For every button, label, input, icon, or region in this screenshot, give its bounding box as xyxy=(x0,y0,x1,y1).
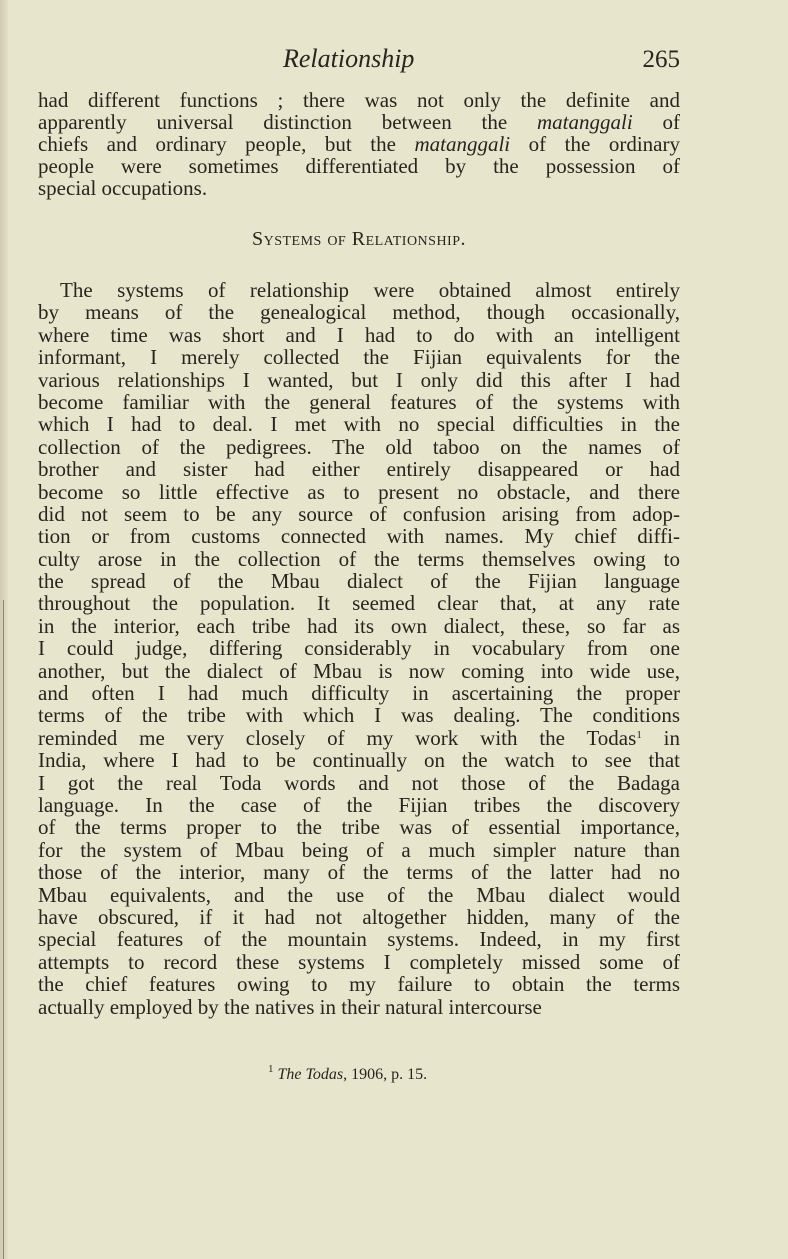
text-line xyxy=(38,301,680,323)
text-line xyxy=(38,816,680,838)
scan-edge-line xyxy=(3,600,4,1259)
text-run: become so little effective as to present no obstacle, and there xyxy=(38,479,680,504)
text-line xyxy=(38,884,680,906)
text-line xyxy=(38,279,680,301)
text-run: I got the real Toda words and not those of the Badaga xyxy=(38,770,680,795)
text-run: brother and sister had either entirely disappeared or had xyxy=(38,457,680,482)
text-line xyxy=(38,682,680,704)
text-run: I could judge, differing considerably in vocabulary from one xyxy=(38,636,680,661)
text-line xyxy=(38,324,680,346)
text-run: for the system of Mbau being of a much simpler nature than xyxy=(38,837,680,862)
text-run: of the ordinary xyxy=(510,132,680,156)
text-line xyxy=(38,155,680,177)
text-line xyxy=(38,996,680,1018)
text-line xyxy=(38,861,680,883)
page-number: 265 xyxy=(642,46,680,73)
text-run: of xyxy=(632,110,680,134)
text-run: and often I had much difficulty in ascertaining the proper xyxy=(38,681,680,706)
running-head xyxy=(38,44,680,76)
text-line xyxy=(38,525,680,547)
text-run: did not seem to be any source of confusion arising from adop- xyxy=(38,501,680,526)
text-line xyxy=(38,548,680,570)
text-run: another, but the dialect of Mbau is now coming into wide use, xyxy=(38,658,680,683)
text-run: The systems of relationship were obtained almost entirely xyxy=(60,278,680,302)
text-run: India, where I had to be continually on the watch to see that xyxy=(38,748,680,773)
text-line xyxy=(38,133,680,155)
text-line xyxy=(38,704,680,726)
text-line xyxy=(38,749,680,771)
text-run: apparently universal distinction between the xyxy=(38,110,537,134)
footnote-marker: 1 xyxy=(268,1063,274,1075)
text-run: attempts to record these systems I completely missed some of xyxy=(38,949,680,974)
text-run: language. In the case of the Fijian tribes the discovery xyxy=(38,792,680,817)
text-run: terms of the tribe with which I was dealing. The conditions xyxy=(38,703,680,728)
text-line xyxy=(38,906,680,928)
text-line xyxy=(38,391,680,413)
text-line xyxy=(38,973,680,995)
text-line xyxy=(38,772,680,794)
text-line xyxy=(38,111,680,133)
text-line xyxy=(38,794,680,816)
text-line xyxy=(38,503,680,525)
text-run: had different functions ; there was not only the definite and xyxy=(38,88,680,112)
text-run: those of the interior, many of the terms of the latter had no xyxy=(38,860,680,885)
text-run: tion or from customs connected with names. My chief diffi- xyxy=(38,524,680,549)
text-run: become familiar with the general features of the systems with xyxy=(38,389,680,414)
footnote xyxy=(268,1063,428,1084)
text-line xyxy=(38,592,680,614)
text-line xyxy=(38,436,680,458)
paragraph-systems xyxy=(38,279,680,1018)
text-run: various relationships I wanted, but I only did this after I had xyxy=(38,367,680,392)
text-line xyxy=(38,369,680,391)
text-run: special features of the mountain systems. Indeed, in my first xyxy=(38,927,680,952)
text-line xyxy=(38,89,680,111)
text-line xyxy=(38,928,680,950)
text-run: the chief features owing to my failure to obtain the terms xyxy=(38,972,680,997)
text-run: of the terms proper to the tribe was of essential importance, xyxy=(38,815,680,840)
text-run: have obscured, if it had not altogether hidden, many of the xyxy=(38,904,680,929)
text-run: special occupations. xyxy=(38,176,208,200)
text-run: people were sometimes differentiated by the possession of xyxy=(38,154,680,178)
italic-term: matanggali xyxy=(414,132,511,156)
text-run: in xyxy=(641,725,680,750)
text-run: where time was short and I had to do with an intelligent xyxy=(38,322,680,347)
text-line xyxy=(38,481,680,503)
text-run: Mbau equivalents, and the use of the Mbau dialect would xyxy=(38,882,680,907)
section-heading: Systems of Relationship. xyxy=(251,228,467,250)
text-run: the spread of the Mbau dialect of the Fijian language xyxy=(38,569,680,594)
text-line xyxy=(38,951,680,973)
footnote-title: The Todas xyxy=(277,1066,344,1083)
text-line xyxy=(38,637,680,659)
text-run: chiefs and ordinary people, but the xyxy=(38,132,415,156)
text-run: culty arose in the collection of the terms themselves owing to xyxy=(38,546,680,571)
text-line xyxy=(38,570,680,592)
footnote-ref: 1 xyxy=(636,728,642,741)
text-run: collection of the pedigrees. The old taboo on the names of xyxy=(38,434,680,459)
text-run: actually employed by the natives in their natural intercourse xyxy=(38,994,542,1019)
text-line xyxy=(38,727,680,749)
footnote-citation: , 1906, p. 15. xyxy=(343,1066,428,1083)
text-line xyxy=(38,458,680,480)
page-edge-shadow xyxy=(0,0,8,1259)
text-line xyxy=(38,177,680,199)
text-line xyxy=(38,346,680,368)
text-run: reminded me very closely of my work with the Todas xyxy=(38,725,637,750)
text-run: in the interior, each tribe had its own dialect, these, so far as xyxy=(38,613,680,638)
paragraph-continued xyxy=(38,89,680,199)
text-run: by means of the genealogical method, though occasionally, xyxy=(38,300,680,325)
text-line xyxy=(38,839,680,861)
text-line xyxy=(38,615,680,637)
italic-term: matanggali xyxy=(537,110,633,134)
text-run: which I had to deal. I met with no special difficulties in the xyxy=(38,412,680,437)
text-line xyxy=(38,413,680,435)
running-head-title: Relationship xyxy=(283,44,415,73)
text-run: throughout the population. It seemed clear that, at any rate xyxy=(38,591,680,616)
text-line xyxy=(38,660,680,682)
text-run: informant, I merely collected the Fijian equivalents for the xyxy=(38,345,680,370)
